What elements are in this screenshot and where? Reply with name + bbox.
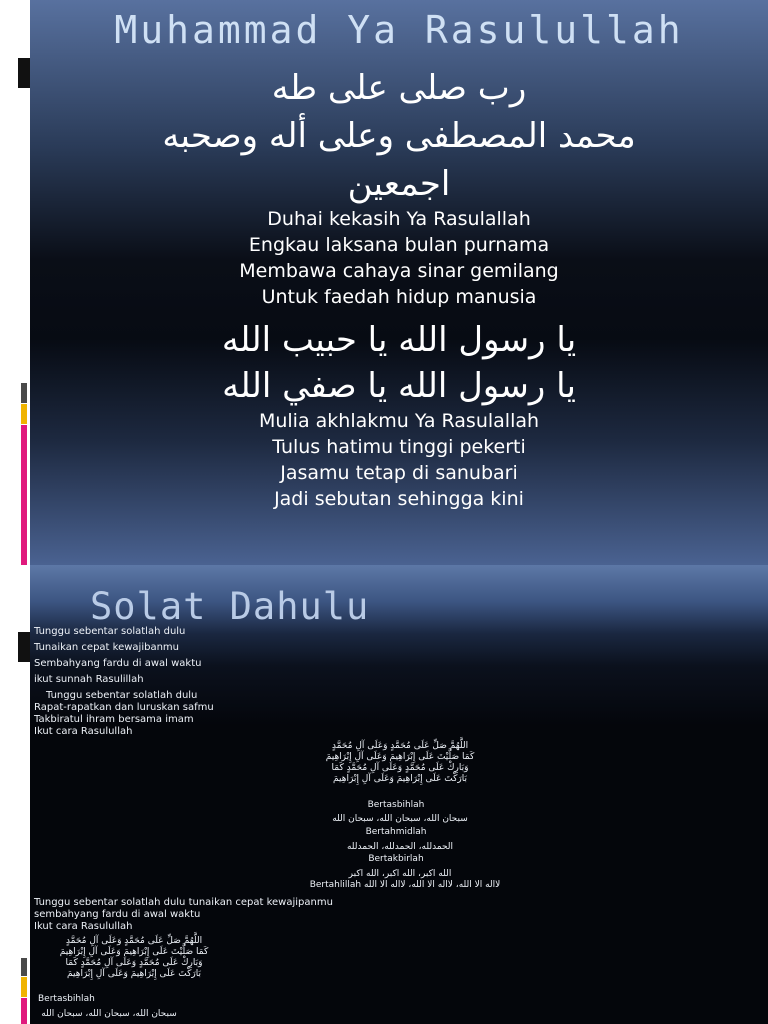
lyric-line: Duhai kekasih Ya Rasulallah: [267, 208, 531, 230]
accent-bar-gold: [21, 404, 27, 424]
dhikr-label: Bertahmidlah: [365, 827, 427, 837]
arabic-line: رب صلى على طه: [271, 68, 527, 108]
arabic-line: كَمَا صَلَّيْتَ عَلَى إِبْرَاهِيمَ وَعَلَى آلِ إِبْرَاهِيمَ: [325, 752, 475, 762]
lyric-line: Tunaikan cepat kewajibanmu: [34, 642, 179, 653]
accent-bar-gray: [21, 383, 27, 403]
slide-thumb-marker: [18, 58, 30, 88]
lyric-line: Sembahyang fardu di awal waktu: [34, 658, 202, 669]
arabic-line: وَبَارِكْ عَلَى مُحَمَّدٍ وَعَلَى آلِ مُحَمَّدٍ كَمَا: [331, 763, 469, 773]
lyric-line: Ikut cara Rasulullah: [34, 921, 133, 932]
slide-title: Muhammad Ya Rasulullah: [114, 8, 684, 52]
lyric-line: ikut sunnah Rasulillah: [34, 674, 144, 685]
arabic-line: وَبَارِكْ عَلَى مُحَمَّدٍ وَعَلَى آلِ مُحَمَّدٍ كَمَا: [65, 958, 203, 968]
dhikr-label: Bertakbirlah: [368, 854, 424, 864]
arabic-line: اجمعين: [347, 164, 451, 204]
lyric-line: Takbiratul ihram bersama imam: [34, 714, 194, 725]
arabic-line: كَمَا صَلَّيْتَ عَلَى إِبْرَاهِيمَ وَعَلَى آلِ إِبْرَاهِيمَ: [59, 947, 209, 957]
arabic-line: الحمدلله، الحمدلله، الحمدلله: [346, 842, 454, 852]
arabic-line: يا رسول الله يا صفي الله: [222, 366, 576, 406]
accent-bar-gray: [21, 958, 27, 976]
arabic-line: بَارَكْتَ عَلَى إِبْرَاهِيمَ وَعَلَى آلِ إِبْرَاهِيمَ: [67, 969, 201, 979]
lyric-line: Tulus hatimu tinggi pekerti: [272, 436, 526, 458]
slide-solat-dahulu: [30, 565, 768, 1024]
accent-bar-gold: [21, 977, 27, 997]
lyric-line: Membawa cahaya sinar gemilang: [239, 260, 559, 282]
accent-bar-pink: [21, 425, 27, 565]
lyric-line: Tunggu sebentar solatlah dulu tunaikan cepat kewajipanmu: [34, 897, 333, 908]
lyric-line: Engkau laksana bulan purnama: [248, 234, 550, 256]
slide-title: Solat Dahulu: [90, 585, 370, 628]
lyric-line: Tunggu sebentar solatlah dulu: [46, 690, 198, 701]
lyric-line: Rapat-rapatkan dan luruskan safmu: [34, 702, 214, 713]
arabic-line: الله اكبر، الله اكبر، الله اكبر: [348, 869, 452, 879]
slide-thumb-marker: [18, 632, 30, 662]
lyric-line: Jasamu tetap di sanubari: [280, 462, 518, 484]
tahlil-line: Bertahlillah لااله الا الله، لااله الا الله، لااله الا الله: [309, 880, 501, 890]
dhikr-label: Bertasbihlah: [38, 994, 95, 1004]
arabic-line: يا رسول الله يا حبيب الله: [221, 320, 577, 360]
lyric-line: Mulia akhlakmu Ya Rasulallah: [258, 410, 540, 432]
lyric-line: Tunggu sebentar solatlah dulu: [34, 626, 186, 637]
dhikr-label: Bertasbihlah: [367, 800, 425, 810]
arabic-line: سبحان الله، سبحان الله، سبحان الله: [332, 814, 468, 824]
lyric-line: Ikut cara Rasulullah: [34, 726, 133, 737]
arabic-line: اللَّهُمَّ صَلِّ عَلَى مُحَمَّدٍ وَعَلَى آلِ مُحَمَّدٍ: [65, 936, 203, 946]
arabic-line: سبحان الله، سبحان الله، سبحان الله: [41, 1009, 177, 1019]
arabic-line: بَارَكْتَ عَلَى إِبْرَاهِيمَ وَعَلَى آلِ إِبْرَاهِيمَ: [333, 774, 467, 784]
lyric-line: Jadi sebutan sehingga kini: [274, 488, 524, 510]
accent-bar-pink: [21, 998, 27, 1024]
arabic-line: اللَّهُمَّ صَلِّ عَلَى مُحَمَّدٍ وَعَلَى آلِ مُحَمَّدٍ: [331, 741, 469, 751]
lyric-line: Untuk faedah hidup manusia: [261, 286, 537, 308]
arabic-line: محمد المصطفى وعلى أله وصحبه: [162, 116, 636, 156]
lyric-line: sembahyang fardu di awal waktu: [34, 909, 201, 920]
slide-muhammad-ya-rasulullah: [30, 0, 768, 565]
